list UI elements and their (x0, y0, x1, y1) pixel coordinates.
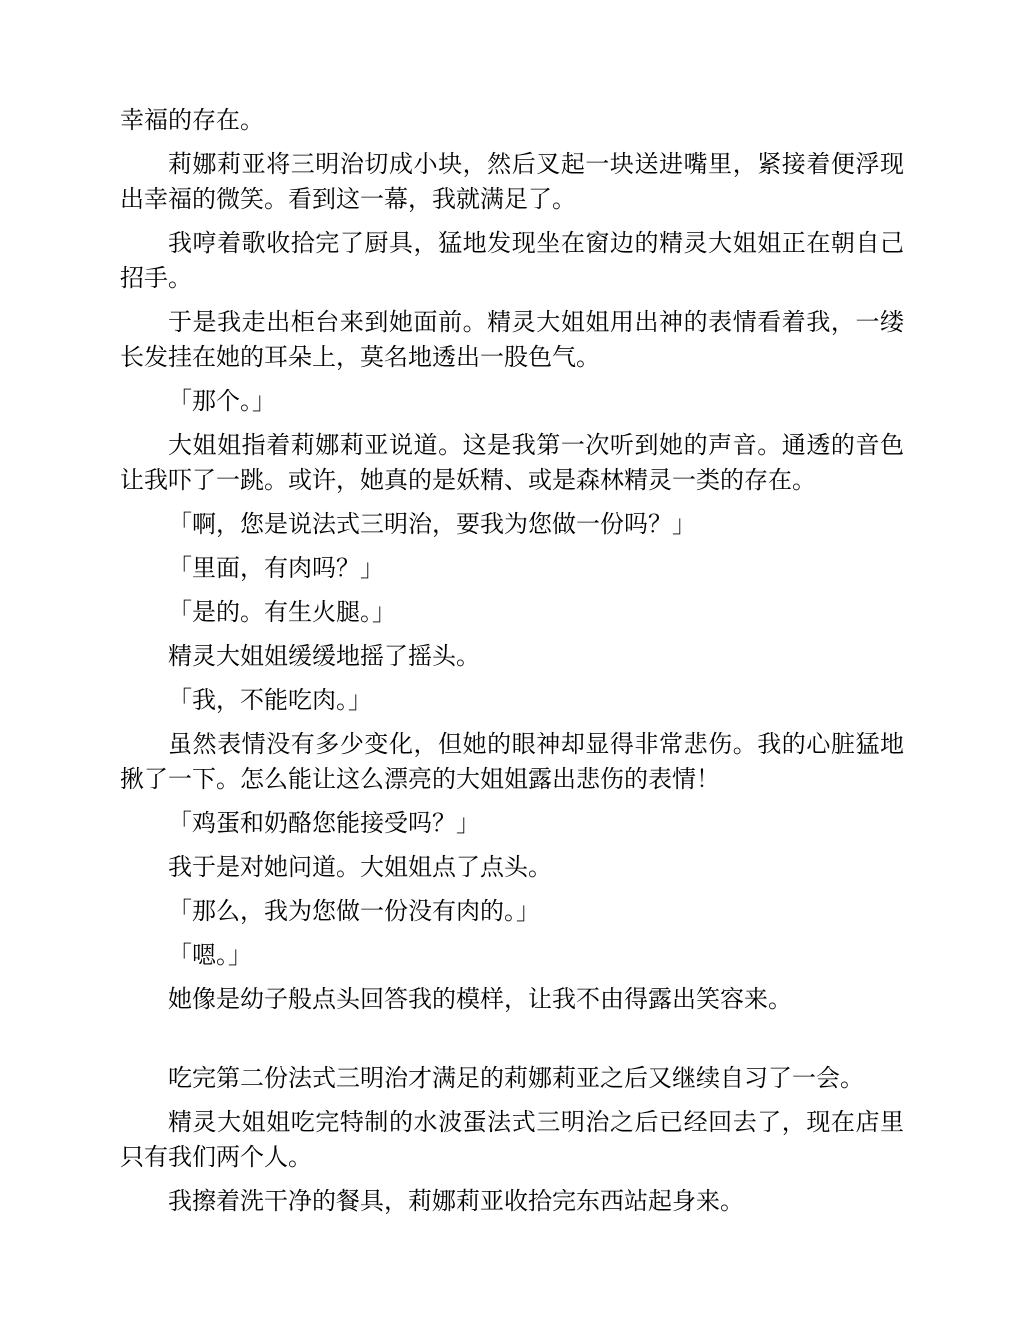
dialogue-paragraph: 「鸡蛋和奶酪您能接受吗？」 (168, 809, 480, 837)
paragraph: 大姐姐指着莉娜莉亚说道。这是我第一次听到她的声音。通透的音色让我吓了一跳。或许，她真的是妖精、或是森林精灵一类的存在。 (120, 431, 904, 494)
dialogue-paragraph: 「啊，您是说法式三明治，要我为您做一份吗？」 (168, 510, 696, 538)
dialogue-paragraph: 「嗯。」 (168, 941, 252, 969)
paragraph: 我擦着洗干净的餐具，莉娜莉亚收拾完东西站起身来。 (168, 1187, 744, 1215)
section-break (120, 1026, 904, 1061)
paragraph: 幸福的存在。 (120, 106, 264, 134)
paragraph: 我于是对她问道。大姐姐点了点头。 (168, 853, 552, 881)
dialogue-paragraph: 「我，不能吃肉。」 (168, 686, 372, 714)
paragraph: 我哼着歌收拾完了厨具，猛地发现坐在窗边的精灵大姐姐正在朝自己招手。 (120, 229, 904, 292)
dialogue-paragraph: 「那个。」 (168, 387, 276, 415)
paragraph: 精灵大姐姐吃完特制的水波蛋法式三明治之后已经回去了，现在店里只有我们两个人。 (120, 1108, 904, 1171)
dialogue-paragraph: 「里面，有肉吗？」 (168, 554, 384, 582)
dialogue-paragraph: 「那么，我为您做一份没有肉的。」 (168, 897, 540, 925)
paragraph: 精灵大姐姐缓缓地摇了摇头。 (168, 642, 480, 670)
text-block (120, 103, 904, 1228)
dialogue-paragraph: 「是的。有生火腿。」 (168, 598, 396, 626)
paragraph: 她像是幼子般点头回答我的模样，让我不由得露出笑容来。 (168, 985, 792, 1013)
paragraph: 莉娜莉亚将三明治切成小块，然后叉起一块送进嘴里，紧接着便浮现出幸福的微笑。看到这一幕，我就满足了。 (120, 150, 904, 213)
paragraph: 虽然表情没有多少变化，但她的眼神却显得非常悲伤。我的心脏猛地揪了一下。怎么能让这么漂亮的大姐姐露出悲伤的表情！ (120, 730, 904, 793)
paragraph: 吃完第二份法式三明治才满足的莉娜莉亚之后又继续自习了一会。 (168, 1064, 864, 1092)
paragraph: 于是我走出柜台来到她面前。精灵大姐姐用出神的表情看着我，一缕长发挂在她的耳朵上，莫名地透出一股色气。 (120, 308, 904, 371)
